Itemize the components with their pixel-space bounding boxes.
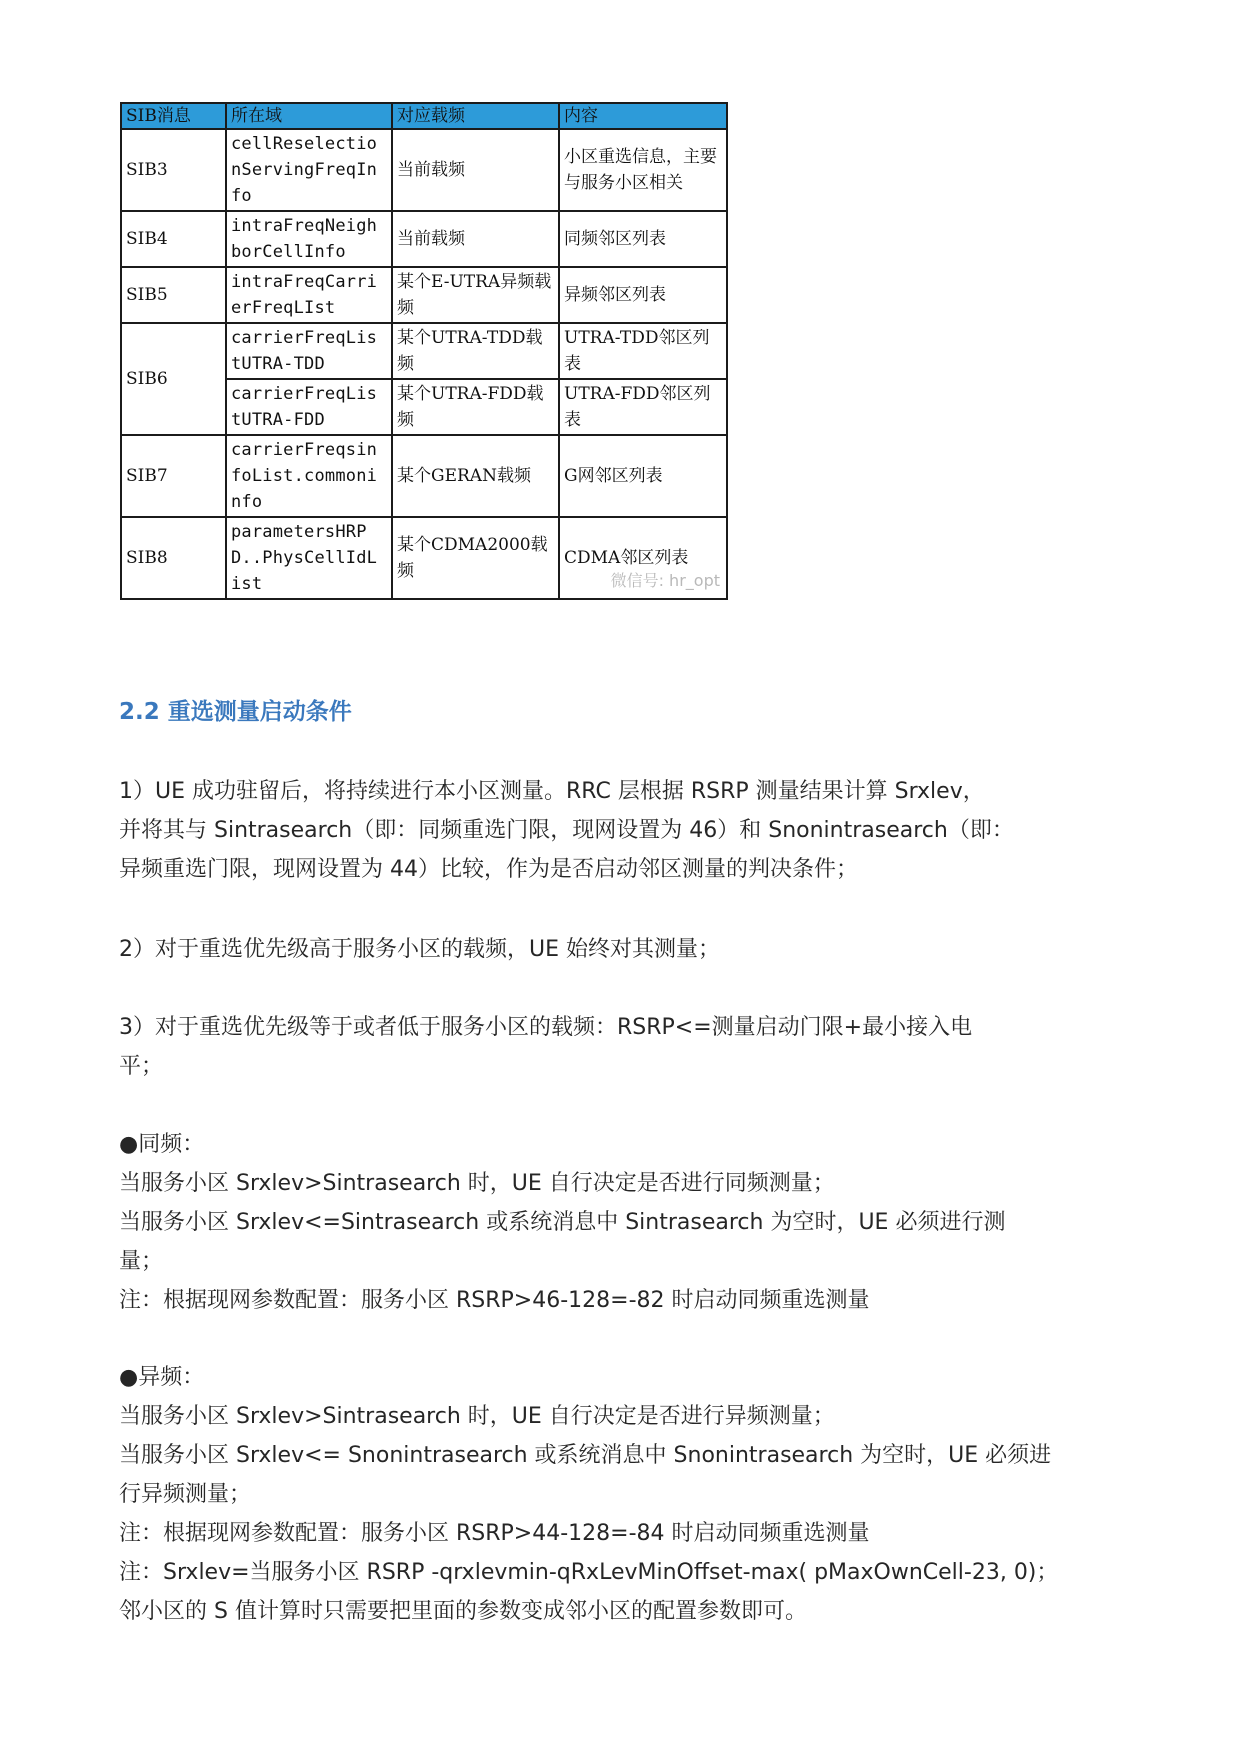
- text-line: 异频重选门限，现网设置为 44）比较，作为是否启动邻区测量的判决条件；: [119, 857, 858, 882]
- intra-frequency-block: [119, 1125, 1129, 1320]
- content-text: CDMA邻区列表: [564, 548, 689, 568]
- paragraph-1: [119, 772, 1129, 889]
- frequency-cell: 某个CDMA2000载频: [392, 517, 559, 599]
- section-title: 2.2 重选测量启动条件: [119, 699, 352, 725]
- text-line: 并将其与 Sintrasearch（即：同频重选门限，现网设置为 46）和 Snonintrasearch（即：: [119, 818, 1014, 843]
- domain-cell: cellReselectionServingFreqInfo: [226, 129, 392, 211]
- table-row: [121, 211, 727, 267]
- table-row: [121, 323, 727, 379]
- text-line: 3）对于重选优先级等于或者低于服务小区的载频：RSRP<=测量启动门限+最小接入电: [119, 1015, 973, 1040]
- content-cell: 同频邻区列表: [559, 211, 727, 267]
- frequency-cell: 某个GERAN载频: [392, 435, 559, 517]
- table-header-row: [121, 103, 727, 129]
- content-cell: [559, 517, 727, 599]
- content-cell: UTRA-FDD邻区列表: [559, 379, 727, 435]
- content-cell: 小区重选信息，主要与服务小区相关: [559, 129, 727, 211]
- sib-cell: SIB5: [121, 267, 226, 323]
- frequency-cell: 某个UTRA-TDD载频: [392, 323, 559, 379]
- text-line: 注：Srxlev=当服务小区 RSRP -qrxlevmin-qRxLevMinOffset-max( pMaxOwnCell-23, 0)；: [119, 1560, 1059, 1585]
- sib-cell: SIB8: [121, 517, 226, 599]
- table-row: [121, 129, 727, 211]
- paragraph-2: [119, 930, 1129, 969]
- text-line: 平；: [119, 1054, 164, 1079]
- text-line: 2）对于重选优先级高于服务小区的载频，UE 始终对其测量；: [119, 937, 720, 962]
- content-cell: UTRA-TDD邻区列表: [559, 323, 727, 379]
- content-cell: 异频邻区列表: [559, 267, 727, 323]
- header-sib: SIB消息: [121, 103, 226, 129]
- sib-cell: SIB7: [121, 435, 226, 517]
- table-row: [121, 517, 727, 599]
- sib-cell: SIB6: [121, 323, 226, 435]
- frequency-cell: 当前载频: [392, 129, 559, 211]
- watermark: 微信号: hr_opt: [610, 571, 720, 590]
- header-frequency: 对应载频: [392, 103, 559, 129]
- header-content: 内容: [559, 103, 727, 129]
- domain-cell: intraFreqCarrierFreqLIst: [226, 267, 392, 323]
- domain-cell: carrierFreqListUTRA-TDD: [226, 323, 392, 379]
- text-line: 注：根据现网参数配置：服务小区 RSRP>44-128=-84 时启动同频重选测量: [119, 1521, 870, 1546]
- text-line: 当服务小区 Srxlev<=Sintrasearch 或系统消息中 Sintrasearch 为空时，UE 必须进行测: [119, 1210, 1006, 1235]
- text-line: ●同频：: [119, 1132, 205, 1157]
- text-line: 当服务小区 Srxlev<= Snonintrasearch 或系统消息中 Snonintrasearch 为空时，UE 必须进: [119, 1443, 1052, 1468]
- sib-cell: SIB4: [121, 211, 226, 267]
- table-row: [121, 267, 727, 323]
- domain-cell: parametersHRPD..PhysCellIdList: [226, 517, 392, 599]
- frequency-cell: 当前载频: [392, 211, 559, 267]
- text-line: 注：根据现网参数配置：服务小区 RSRP>46-128=-82 时启动同频重选测量: [119, 1288, 870, 1313]
- paragraph-3: [119, 1008, 1129, 1086]
- text-line: 1）UE 成功驻留后，将持续进行本小区测量。RRC 层根据 RSRP 测量结果计算 Srxlev，: [119, 779, 985, 804]
- text-line: 当服务小区 Srxlev>Sintrasearch 时，UE 自行决定是否进行同频测量；: [119, 1171, 835, 1196]
- text-line: ●异频：: [119, 1365, 205, 1390]
- table-row: [121, 435, 727, 517]
- inter-frequency-block: [119, 1358, 1129, 1631]
- sib-cell: SIB3: [121, 129, 226, 211]
- sib-table: [120, 102, 728, 600]
- domain-cell: carrierFreqListUTRA-FDD: [226, 379, 392, 435]
- text-line: 邻小区的 S 值计算时只需要把里面的参数变成邻小区的配置参数即可。: [119, 1599, 807, 1624]
- frequency-cell: 某个UTRA-FDD载频: [392, 379, 559, 435]
- frequency-cell: 某个E-UTRA异频载频: [392, 267, 559, 323]
- text-line: 行异频测量；: [119, 1482, 252, 1507]
- domain-cell: intraFreqNeighborCellInfo: [226, 211, 392, 267]
- text-line: 量；: [119, 1249, 164, 1274]
- text-line: 当服务小区 Srxlev>Sintrasearch 时，UE 自行决定是否进行异频测量；: [119, 1404, 835, 1429]
- domain-cell: carrierFreqsinfoList.commoninfo: [226, 435, 392, 517]
- content-cell: G网邻区列表: [559, 435, 727, 517]
- header-domain: 所在域: [226, 103, 392, 129]
